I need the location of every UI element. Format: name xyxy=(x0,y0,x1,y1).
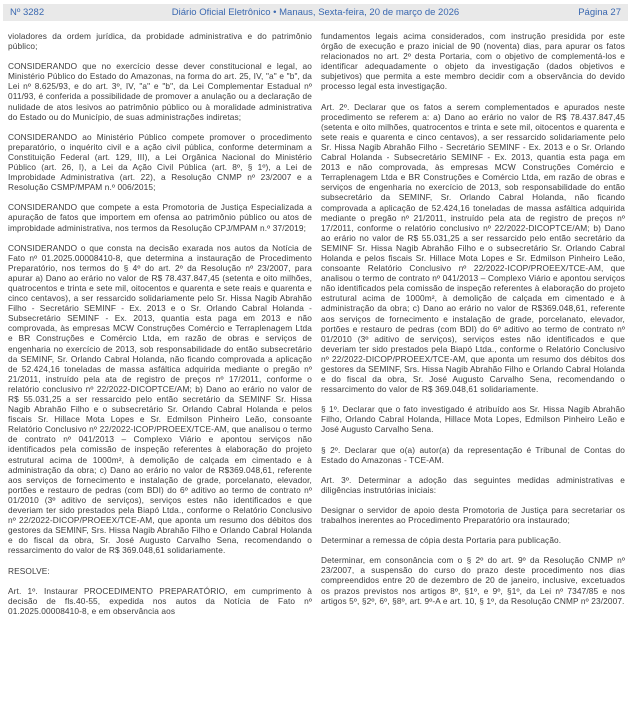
document-body xyxy=(8,31,625,723)
paragraph: violadores da ordem jurídica, da probidade administrativa e do patrimônio público; xyxy=(8,31,312,52)
edition-number: Nº 3282 xyxy=(10,7,45,18)
paragraph: Designar o servidor de apoio desta Promotoria de Justiça para secretariar os trabalhos inerentes ao Procedimento Preparatório ora instaurado; xyxy=(321,504,625,526)
paragraph: fundamentos legais acima considerados, com instrução presidida por este órgão de execução e prazo inicial de 90 (noventa) dias, para apurar os fatos relacionados no art. 2º desta Portaria, com o objetivo de complementá-los e identificar adequadamente o objeto da investigação (dados objetivos e subjetivos) que permita a este membro decidir com a observância do devido processo legal esta investigação. xyxy=(321,31,625,92)
gazette-title: Diário Oficial Eletrônico • Manaus, Sexta-feira, 20 de março de 2026 xyxy=(171,7,460,18)
paragraph: Determinar, em consonância com o § 2º do art. 9º da Resolução CNMP nº 23/2007, a suspensão do curso do prazo deste procedimento nos dias compreendidos entre 20 de dezembro de 20 de janeiro, inclusive, excetuados os prazos previstos nos artigos 8º, §1º, e 9º, §1º, da Lei nº 7347/85 e nos artigos 5º, §2º, 6º, §8º, art. 9º-A e art. 10, § 1º, da Resolução CNMP nº 23/2007. xyxy=(321,555,625,606)
paragraph: CONSIDERANDO ao Ministério Público compete promover o procedimento preparatório, o inquérito civil e a ação civil pública, conforme determinam a Constituição Federal (art. 129, III), a Lei Orgânica Nacional do Ministério Público (art. 26, I), a Lei da Ação Civil Pública (art. 8º, § 1º), a Lei de Improbidade Administrativa (art. 22), a Resolução CNMP nº 23/2007 e a Resolução CSMP/MPAM n.º 006/2015; xyxy=(8,131,312,193)
paragraph: Art. 3º. Determinar a adoção das seguintes medidas administrativas e diligências instrutórias iniciais: xyxy=(321,474,625,495)
paragraph: § 1º. Declarar que o fato investigado é atribuído aos Sr. Hissa Nagib Abrahão Filho, Orlando Cabral Holanda, Hillace Mota Lopes, Edmilson Pinheiro Leão e José Augusto Carvalho Sena. xyxy=(321,404,625,435)
paragraph: Art. 1º. Instaurar PROCEDIMENTO PREPARATÓRIO, em cumprimento à decisão de fls.40-55, expedida nos autos da Notícia de Fato nº 01.2025.00008410-8, e em observância aos xyxy=(8,585,312,616)
right-column xyxy=(321,31,625,723)
gazette-header-bar xyxy=(3,4,628,21)
paragraph: CONSIDERANDO que compete a esta Promotoria de Justiça Especializada a apuração de fatos que importem em ofensa ao patrimônio público ou atos de improbidade administrativa, nos termos da Resolução CPJ/MPAM n.º 37/2019; xyxy=(8,202,312,233)
paragraph: Determinar a remessa de cópia desta Portaria para publicação. xyxy=(321,535,562,546)
left-column xyxy=(8,31,312,723)
page-number: Página 27 xyxy=(578,7,621,18)
paragraph: RESOLVE: xyxy=(8,565,50,576)
paragraph: Art. 2º. Declarar que os fatos a serem complementados e apurados neste procedimento se referem a: a) Dano ao erário no valor de R$ 78.437.847,45 (setenta e oito milhões, quatrocentos e trinta e sete mil, oitocentos e quarenta e sete reais e quarenta e cinco centavos), a ser ressarcido solidariamente pelo Sr. Hissa Nagib Abrahão Filho - Secretário SEMINF - Ex. 2013 e o Sr. Orlando Cabral Holanda - Subsecretário SEMINF - Ex. 2013, quantia esta paga em 2013 e não comprovada, às empresas MCW Construções Comércio e Terraplenagem Ltda e BR Construções e Comércio Ltda, em razão de obras e serviços de engenharia no exercício de 2013, sob responsabilidade do então subsecretário da SEMINF, Sr. Orlando Cabral Holanda, não ficando comprovada a aplicação de 52.424,16 toneladas de massa asfáltica adquirida mediante o pregão nº 21/2011, instruído pela ata de registro de preços nº 17/2011, conforme o relatório conclusivo nº 22/2022-DICOPTCE/AM; b) Dano ao erário no valor de R$ 55.031,25 a ser ressarcido pelo então secretário da SEMINF Sr. Hissa Nagib Abrahão Filho e o subsecretário Sr. Orlando Cabral Holanda e pelos fiscais Sr. Hillace Mota Lopes e Sr. Edmilson Pinheiro Leão, consoante Relatório Conclusivo nº 22/2022-ICOP/PROEEX/TCE-AM, que analisou o termo de contrato nº 041/2013 – Complexo Viário e apontou serviços não identificados pela comissão de inspeção referentes à elaboração do projeto estrutural acima de 1000m², à demolição de calçada em cimentado e à administração da obra; c) Dano ao erário no valor de R$369.048,61, referente aos serviços de fornecimento e instalação de grade, porcelanato, elevador, portões e restauro de pedras (com BDI) do 6º aditivo ao termo de contrato nº 01/2010 (3º aditivo de serviços), serviços estes não identificados e que deveriam ter sido prestados pela Biapó Ltda., conforme o Relatório Conclusivo nº 22/2022-DICOP/PROEEX/TCE-AM, que aponta um resumo dos débitos dos gestores da SEMINF, Srs. Hissa Nagib Abrahão Filho e Orlando Cabral Holanda e do fiscal da obra, Sr. José Augusto Carvalho Sena, recomendando o ressarcimento do valor de R$ 369.048,61 solidariamente. xyxy=(321,101,625,395)
paragraph: § 2º. Declarar que o(a) autor(a) da representação é Tribunal de Contas do Estado do Amazonas - TCE-AM. xyxy=(321,444,625,465)
paragraph: CONSIDERANDO o que consta na decisão exarada nos autos da Notícia de Fato nº 01.2025.00008410-8, que determina a instauração de Procedimento Preparatório, nos termos do § 4º do art. 2º da Resolução nº 23/2007, para apurar a) Dano ao erário no valor de R$ 78.437.847,45 (setenta e oito milhões, quatrocentos e trinta e sete mil, oitocentos e quarenta e sete reais e quarenta e cinco centavos), a ser ressarcido solidariamente pelo Sr. Hissa Nagib Abrahão Filho - Secretário SEMINF - Ex. 2013 e o Sr. Orlando Cabral Holanda - Subsecretário SEMINF - Ex. 2013, quantia esta paga em 2013 e não comprovada, às empresas MCW Construções Comércio e Terraplenagem Ltda e BR Construções e Comércio Ltda, em razão de obras e serviços de engenharia no exercício de 2013, sob responsabilidade do então subsecretário da SEMINF, Sr. Orlando Cabral Holanda, não ficando comprovada a aplicação de 52.424,16 toneladas de massa asfáltica adquirida mediante o pregão nº 21/2011, instruído pela ata de registro de preços nº 17/2011, conforme o relatório conclusivo nº 22/2022-DICOPTCE/AM; b) Dano ao erário no valor de R$ 55.031,25 a ser ressarcido pelo então secretário da SEMINF Sr. Hissa Nagib Abrahão Filho e o subsecretário Sr. Orlando Cabral Holanda e pelos fiscais Sr. Hillace Mota Lopes e Sr. Edmilson Pinheiro Leão, consoante Relatório Conclusivo nº 22/2022-ICOP/PROEEX/TCE-AM, que analisou o termo de contrato nº 041/2013 – Complexo Viário e apontou serviços não identificados pela comissão de inspeção referentes à elaboração do projeto estrutural acima de 1000m², à demolição de calçada em cimentado e à administração da obra; c) Dano ao erário no valor de R$369.048,61, referente aos serviços de fornecimento e instalação de grade, porcelanato, elevador, portões e restauro de pedras (com BDI) do 6º aditivo ao termo de contrato nº 01/2010 (3º aditivo de serviços), serviços estes não identificados e que deveriam ter sido prestados pela Biapó Ltda., conforme o Relatório Conclusivo nº 22/2022-DICOP/PROEEX/TCE-AM, que aponta um resumo dos débitos dos gestores da SEMINF, Srs. Hissa Nagib Abrahão Filho e Orlando Cabral Holanda e do fiscal da obra, Sr. José Augusto Carvalho Sena, recomendando o ressarcimento do valor de R$ 369.048,61 solidariamente. xyxy=(8,242,312,556)
paragraph: CONSIDERANDO que no exercício desse dever constitucional e legal, ao Ministério Público do Estado do Amazonas, na forma do art. 25, IV, "a" e "b", da Lei nº 8.625/93, e do art. 3º, IV, "a" e "b", da Lei Complementar Estadual nº 011/93, é conferida a possibilidade de promover a anulação ou a declaração de nulidade de atos lesivos ao patrimônio público ou à moralidade administrativa do Estado ou do Município, de suas administrações indiretas; xyxy=(8,61,312,122)
